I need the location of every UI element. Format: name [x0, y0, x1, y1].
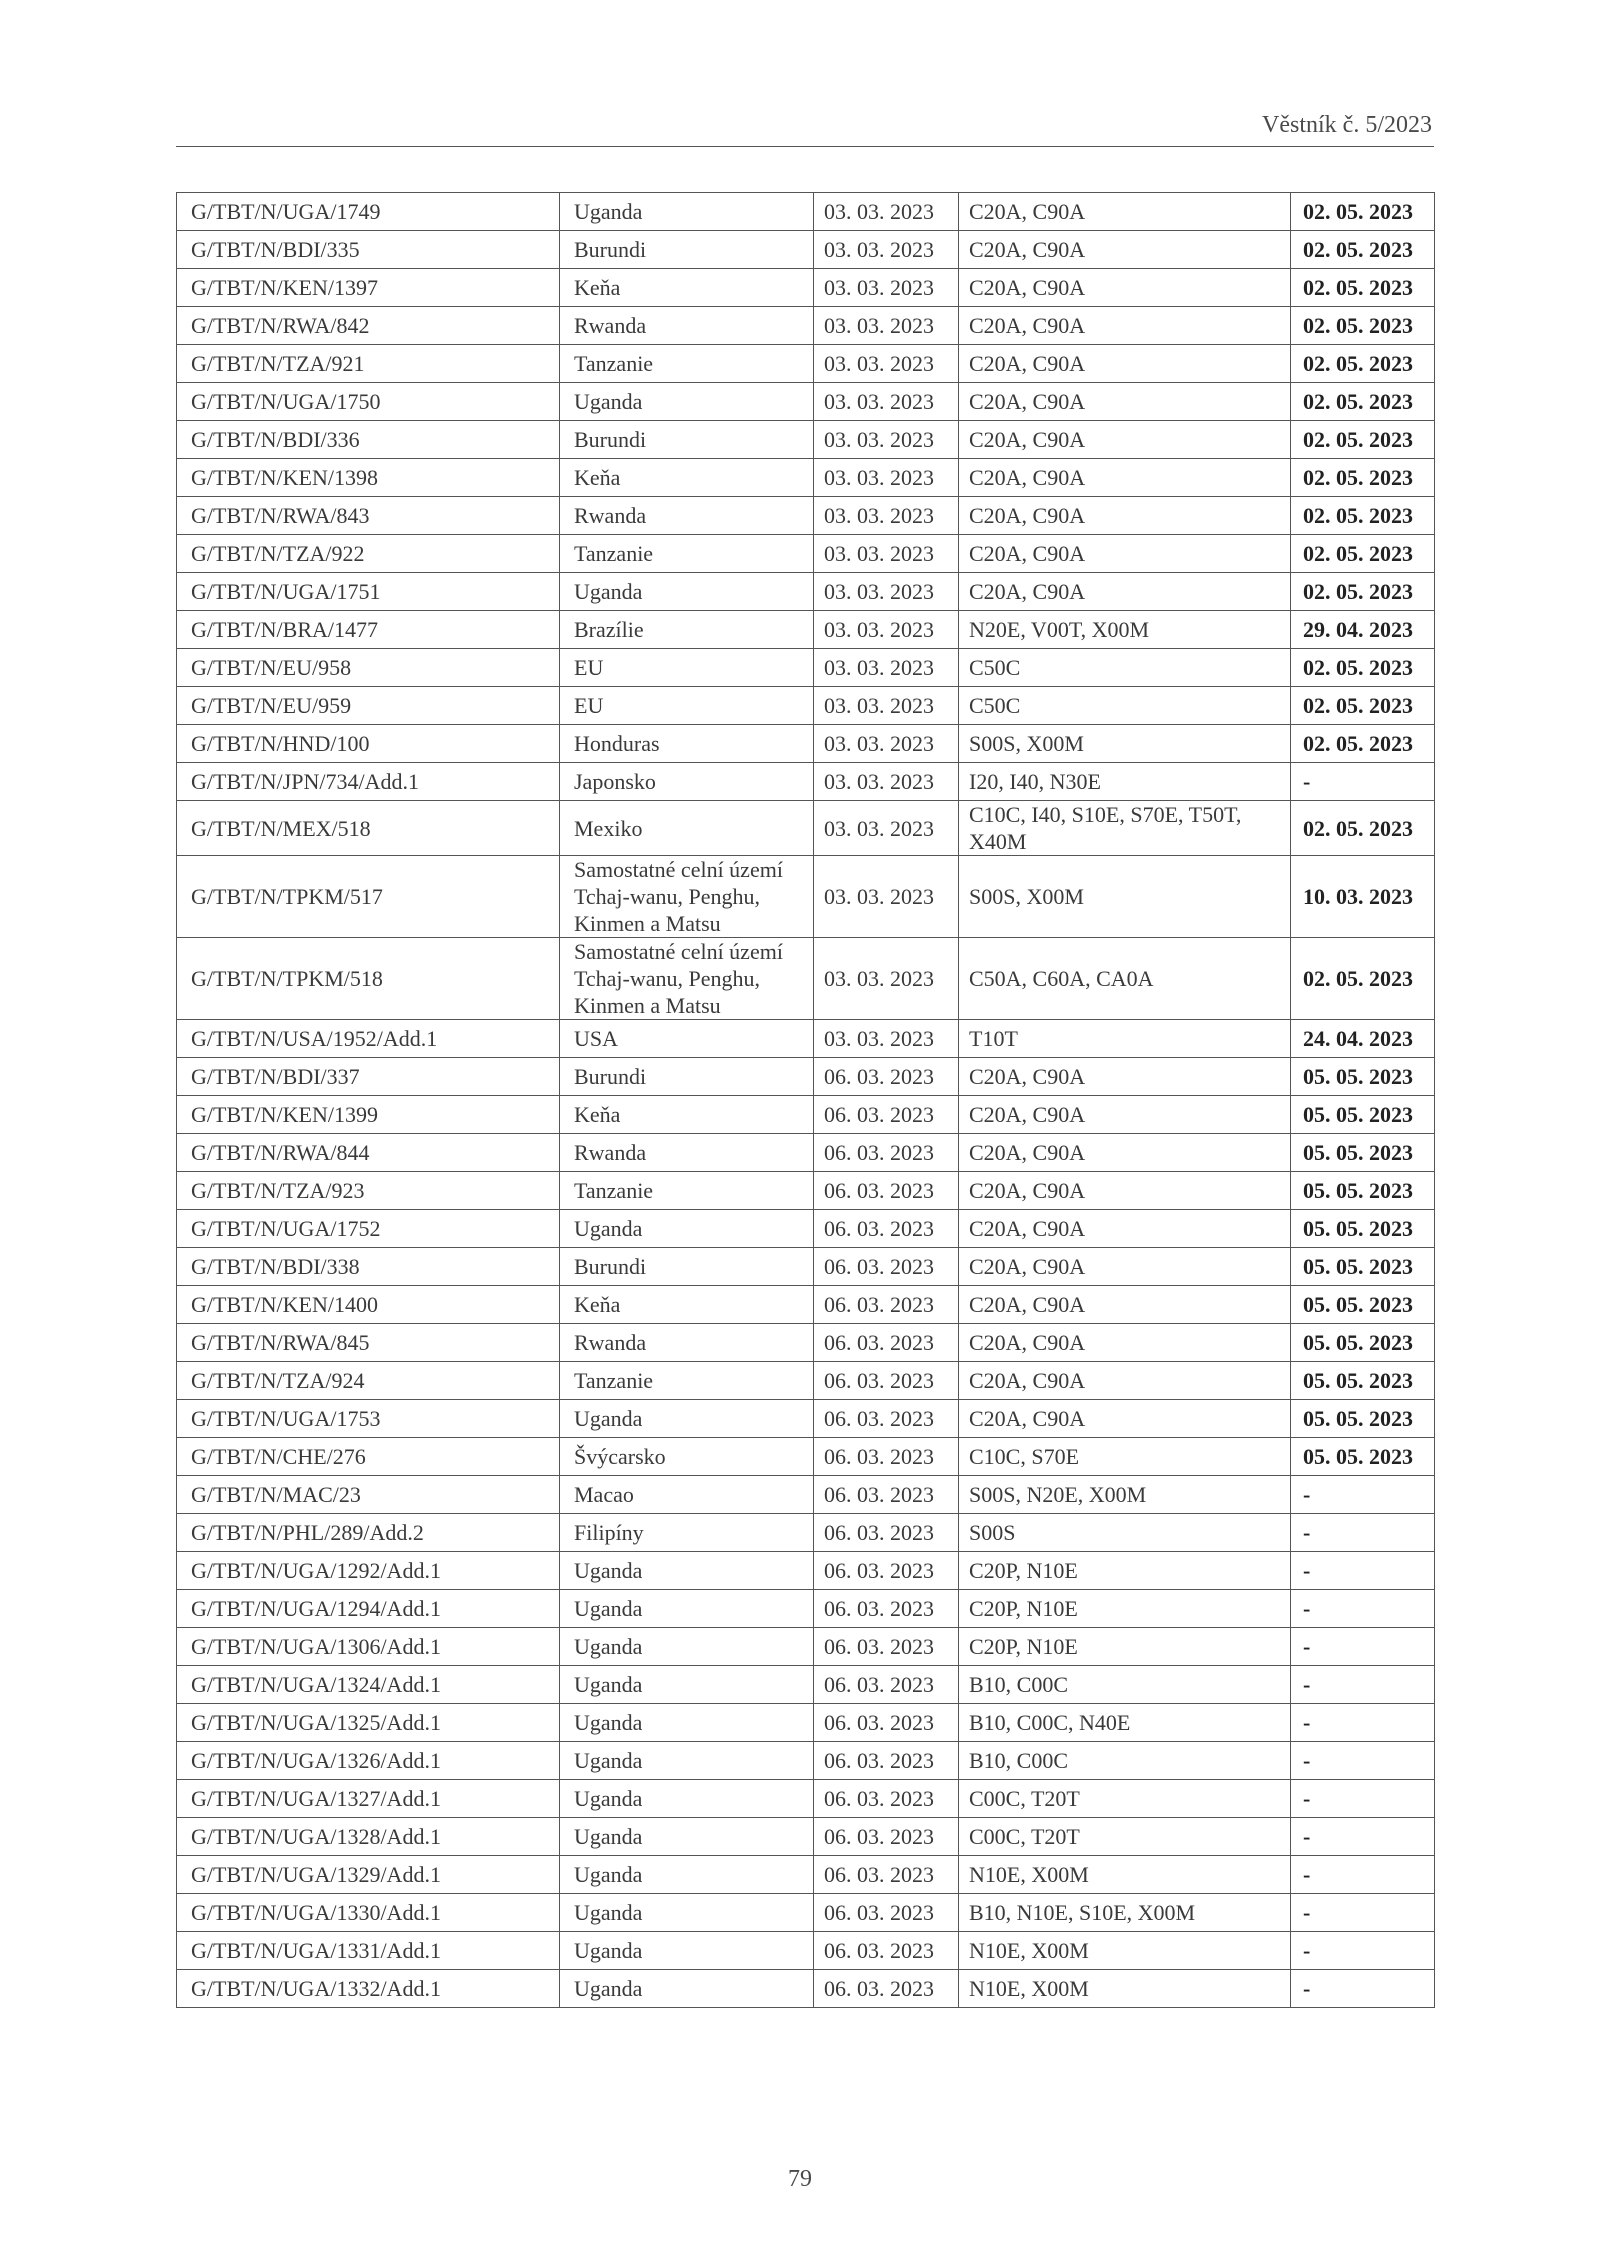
cell-date: 03. 03. 2023 [814, 938, 959, 1020]
table-row [177, 1970, 1435, 2008]
cell-product-codes: C20A, C90A [959, 307, 1291, 345]
table-row [177, 1020, 1435, 1058]
cell-comment-deadline: 05. 05. 2023 [1291, 1438, 1435, 1476]
cell-product-codes: C50C [959, 649, 1291, 687]
cell-member: Samostatné celní území Tchaj-wanu, Penghu, Kinmen a Matsu [560, 856, 814, 938]
cell-comment-deadline: 29. 04. 2023 [1291, 611, 1435, 649]
cell-notification-symbol: G/TBT/N/USA/1952/Add.1 [177, 1020, 560, 1058]
table-row [177, 307, 1435, 345]
cell-notification-symbol: G/TBT/N/BDI/338 [177, 1248, 560, 1286]
cell-product-codes: C20A, C90A [959, 421, 1291, 459]
cell-product-codes: C20A, C90A [959, 345, 1291, 383]
table-row [177, 1932, 1435, 1970]
cell-product-codes: C20A, C90A [959, 269, 1291, 307]
cell-comment-deadline: - [1291, 1476, 1435, 1514]
table-row [177, 611, 1435, 649]
cell-notification-symbol: G/TBT/N/UGA/1324/Add.1 [177, 1666, 560, 1704]
cell-comment-deadline: - [1291, 1628, 1435, 1666]
table-row [177, 231, 1435, 269]
cell-notification-symbol: G/TBT/N/RWA/844 [177, 1134, 560, 1172]
cell-notification-symbol: G/TBT/N/TPKM/517 [177, 856, 560, 938]
cell-date: 06. 03. 2023 [814, 1704, 959, 1742]
cell-comment-deadline: 05. 05. 2023 [1291, 1134, 1435, 1172]
cell-date: 06. 03. 2023 [814, 1514, 959, 1552]
table-row [177, 345, 1435, 383]
cell-notification-symbol: G/TBT/N/MAC/23 [177, 1476, 560, 1514]
cell-member: EU [560, 687, 814, 725]
cell-member: Uganda [560, 383, 814, 421]
table-row [177, 1248, 1435, 1286]
cell-date: 06. 03. 2023 [814, 1628, 959, 1666]
cell-notification-symbol: G/TBT/N/BRA/1477 [177, 611, 560, 649]
cell-member: Filipíny [560, 1514, 814, 1552]
cell-date: 06. 03. 2023 [814, 1210, 959, 1248]
cell-notification-symbol: G/TBT/N/UGA/1752 [177, 1210, 560, 1248]
cell-product-codes: C20A, C90A [959, 459, 1291, 497]
table-row [177, 1476, 1435, 1514]
cell-date: 06. 03. 2023 [814, 1894, 959, 1932]
cell-member: Burundi [560, 1058, 814, 1096]
cell-comment-deadline: - [1291, 1590, 1435, 1628]
cell-comment-deadline: - [1291, 1970, 1435, 2008]
table-row [177, 383, 1435, 421]
cell-date: 03. 03. 2023 [814, 573, 959, 611]
cell-date: 06. 03. 2023 [814, 1666, 959, 1704]
cell-product-codes: S00S, N20E, X00M [959, 1476, 1291, 1514]
cell-member: Burundi [560, 421, 814, 459]
cell-member: Honduras [560, 725, 814, 763]
cell-comment-deadline: 05. 05. 2023 [1291, 1210, 1435, 1248]
cell-product-codes: S00S [959, 1514, 1291, 1552]
cell-date: 06. 03. 2023 [814, 1438, 959, 1476]
cell-comment-deadline: 05. 05. 2023 [1291, 1362, 1435, 1400]
table-row [177, 856, 1435, 938]
cell-product-codes: C10C, I40, S10E, S70E, T50T, X40M [959, 801, 1291, 856]
cell-notification-symbol: G/TBT/N/KEN/1397 [177, 269, 560, 307]
cell-product-codes: B10, C00C [959, 1742, 1291, 1780]
cell-member: Macao [560, 1476, 814, 1514]
table-row [177, 1704, 1435, 1742]
cell-notification-symbol: G/TBT/N/UGA/1292/Add.1 [177, 1552, 560, 1590]
cell-member: Uganda [560, 1628, 814, 1666]
cell-product-codes: S00S, X00M [959, 725, 1291, 763]
cell-product-codes: S00S, X00M [959, 856, 1291, 938]
cell-member: Tanzanie [560, 1172, 814, 1210]
cell-comment-deadline: 02. 05. 2023 [1291, 307, 1435, 345]
cell-product-codes: C20A, C90A [959, 535, 1291, 573]
cell-date: 06. 03. 2023 [814, 1932, 959, 1970]
cell-product-codes: C20P, N10E [959, 1590, 1291, 1628]
cell-notification-symbol: G/TBT/N/JPN/734/Add.1 [177, 763, 560, 801]
cell-comment-deadline: 02. 05. 2023 [1291, 725, 1435, 763]
cell-date: 03. 03. 2023 [814, 421, 959, 459]
cell-date: 03. 03. 2023 [814, 856, 959, 938]
cell-comment-deadline: - [1291, 1742, 1435, 1780]
cell-comment-deadline: - [1291, 1894, 1435, 1932]
cell-date: 06. 03. 2023 [814, 1400, 959, 1438]
cell-member: Uganda [560, 1742, 814, 1780]
cell-date: 03. 03. 2023 [814, 1020, 959, 1058]
table-row [177, 1438, 1435, 1476]
cell-notification-symbol: G/TBT/N/EU/959 [177, 687, 560, 725]
cell-product-codes: C20A, C90A [959, 1248, 1291, 1286]
cell-comment-deadline: 02. 05. 2023 [1291, 231, 1435, 269]
table-row [177, 1818, 1435, 1856]
table-row [177, 1514, 1435, 1552]
cell-comment-deadline: - [1291, 763, 1435, 801]
cell-product-codes: N10E, X00M [959, 1856, 1291, 1894]
cell-product-codes: C20A, C90A [959, 497, 1291, 535]
cell-member: Japonsko [560, 763, 814, 801]
cell-comment-deadline: - [1291, 1932, 1435, 1970]
cell-comment-deadline: 05. 05. 2023 [1291, 1096, 1435, 1134]
table-row [177, 1172, 1435, 1210]
cell-member: Uganda [560, 1970, 814, 2008]
cell-date: 06. 03. 2023 [814, 1856, 959, 1894]
cell-member: Uganda [560, 1666, 814, 1704]
cell-comment-deadline: 05. 05. 2023 [1291, 1400, 1435, 1438]
cell-comment-deadline: 05. 05. 2023 [1291, 1286, 1435, 1324]
cell-notification-symbol: G/TBT/N/BDI/335 [177, 231, 560, 269]
cell-product-codes: C20A, C90A [959, 1210, 1291, 1248]
cell-product-codes: C00C, T20T [959, 1780, 1291, 1818]
cell-notification-symbol: G/TBT/N/UGA/1328/Add.1 [177, 1818, 560, 1856]
cell-notification-symbol: G/TBT/N/CHE/276 [177, 1438, 560, 1476]
cell-comment-deadline: 02. 05. 2023 [1291, 938, 1435, 1020]
cell-product-codes: B10, N10E, S10E, X00M [959, 1894, 1291, 1932]
cell-notification-symbol: G/TBT/N/RWA/842 [177, 307, 560, 345]
cell-comment-deadline: 05. 05. 2023 [1291, 1172, 1435, 1210]
cell-member: Tanzanie [560, 535, 814, 573]
cell-date: 03. 03. 2023 [814, 345, 959, 383]
table-row [177, 1096, 1435, 1134]
cell-member: Uganda [560, 573, 814, 611]
cell-comment-deadline: 02. 05. 2023 [1291, 801, 1435, 856]
cell-member: Uganda [560, 1818, 814, 1856]
cell-product-codes: N10E, X00M [959, 1970, 1291, 2008]
cell-date: 06. 03. 2023 [814, 1134, 959, 1172]
cell-comment-deadline: - [1291, 1514, 1435, 1552]
cell-comment-deadline: - [1291, 1780, 1435, 1818]
cell-date: 06. 03. 2023 [814, 1590, 959, 1628]
cell-member: Rwanda [560, 1134, 814, 1172]
cell-date: 03. 03. 2023 [814, 269, 959, 307]
cell-date: 06. 03. 2023 [814, 1324, 959, 1362]
cell-comment-deadline: - [1291, 1552, 1435, 1590]
table-row [177, 1552, 1435, 1590]
cell-product-codes: C20A, C90A [959, 1058, 1291, 1096]
cell-date: 03. 03. 2023 [814, 459, 959, 497]
cell-member: Rwanda [560, 497, 814, 535]
cell-date: 06. 03. 2023 [814, 1058, 959, 1096]
cell-notification-symbol: G/TBT/N/KEN/1399 [177, 1096, 560, 1134]
cell-member: Uganda [560, 1780, 814, 1818]
cell-member: Uganda [560, 1894, 814, 1932]
cell-member: Uganda [560, 1400, 814, 1438]
cell-date: 06. 03. 2023 [814, 1286, 959, 1324]
cell-member: Mexiko [560, 801, 814, 856]
table-row [177, 1210, 1435, 1248]
table-row [177, 649, 1435, 687]
cell-member: EU [560, 649, 814, 687]
cell-date: 03. 03. 2023 [814, 801, 959, 856]
table-row [177, 1324, 1435, 1362]
cell-product-codes: C20A, C90A [959, 573, 1291, 611]
table-row [177, 1856, 1435, 1894]
cell-date: 03. 03. 2023 [814, 649, 959, 687]
cell-notification-symbol: G/TBT/N/BDI/336 [177, 421, 560, 459]
cell-notification-symbol: G/TBT/N/RWA/843 [177, 497, 560, 535]
cell-member: Uganda [560, 1932, 814, 1970]
cell-notification-symbol: G/TBT/N/UGA/1331/Add.1 [177, 1932, 560, 1970]
cell-date: 03. 03. 2023 [814, 763, 959, 801]
table-row [177, 1666, 1435, 1704]
cell-member: Uganda [560, 1210, 814, 1248]
cell-notification-symbol: G/TBT/N/UGA/1329/Add.1 [177, 1856, 560, 1894]
cell-comment-deadline: 24. 04. 2023 [1291, 1020, 1435, 1058]
cell-comment-deadline: - [1291, 1856, 1435, 1894]
cell-notification-symbol: G/TBT/N/TPKM/518 [177, 938, 560, 1020]
cell-product-codes: C20P, N10E [959, 1552, 1291, 1590]
cell-date: 06. 03. 2023 [814, 1096, 959, 1134]
cell-member: Keňa [560, 1286, 814, 1324]
table-row [177, 725, 1435, 763]
cell-member: Burundi [560, 1248, 814, 1286]
cell-date: 06. 03. 2023 [814, 1818, 959, 1856]
table-row [177, 535, 1435, 573]
table-row [177, 801, 1435, 856]
cell-member: Keňa [560, 269, 814, 307]
cell-product-codes: C10C, S70E [959, 1438, 1291, 1476]
cell-product-codes: C50A, C60A, CA0A [959, 938, 1291, 1020]
cell-notification-symbol: G/TBT/N/UGA/1330/Add.1 [177, 1894, 560, 1932]
table-row [177, 1628, 1435, 1666]
table-row [177, 1742, 1435, 1780]
cell-date: 03. 03. 2023 [814, 725, 959, 763]
cell-date: 06. 03. 2023 [814, 1552, 959, 1590]
cell-product-codes: C20A, C90A [959, 1400, 1291, 1438]
cell-product-codes: C50C [959, 687, 1291, 725]
cell-date: 03. 03. 2023 [814, 193, 959, 231]
cell-product-codes: T10T [959, 1020, 1291, 1058]
cell-comment-deadline: - [1291, 1704, 1435, 1742]
cell-comment-deadline: 02. 05. 2023 [1291, 649, 1435, 687]
cell-notification-symbol: G/TBT/N/UGA/1750 [177, 383, 560, 421]
table-row [177, 1894, 1435, 1932]
cell-product-codes: C20A, C90A [959, 1096, 1291, 1134]
cell-member: Tanzanie [560, 345, 814, 383]
cell-member: Burundi [560, 231, 814, 269]
cell-comment-deadline: 05. 05. 2023 [1291, 1324, 1435, 1362]
cell-date: 03. 03. 2023 [814, 497, 959, 535]
table-row [177, 459, 1435, 497]
cell-comment-deadline: 05. 05. 2023 [1291, 1058, 1435, 1096]
cell-product-codes: C20A, C90A [959, 383, 1291, 421]
cell-comment-deadline: 02. 05. 2023 [1291, 459, 1435, 497]
cell-notification-symbol: G/TBT/N/PHL/289/Add.2 [177, 1514, 560, 1552]
cell-member: Rwanda [560, 307, 814, 345]
table-row [177, 938, 1435, 1020]
cell-notification-symbol: G/TBT/N/UGA/1753 [177, 1400, 560, 1438]
cell-member: Rwanda [560, 1324, 814, 1362]
journal-title: Věstník č. 5/2023 [1262, 112, 1432, 138]
cell-notification-symbol: G/TBT/N/KEN/1398 [177, 459, 560, 497]
cell-member: Uganda [560, 1552, 814, 1590]
cell-notification-symbol: G/TBT/N/EU/958 [177, 649, 560, 687]
cell-notification-symbol: G/TBT/N/RWA/845 [177, 1324, 560, 1362]
cell-comment-deadline: - [1291, 1666, 1435, 1704]
cell-notification-symbol: G/TBT/N/TZA/921 [177, 345, 560, 383]
cell-notification-symbol: G/TBT/N/UGA/1327/Add.1 [177, 1780, 560, 1818]
cell-comment-deadline: 02. 05. 2023 [1291, 421, 1435, 459]
table-row [177, 421, 1435, 459]
cell-product-codes: C00C, T20T [959, 1818, 1291, 1856]
cell-comment-deadline: 02. 05. 2023 [1291, 345, 1435, 383]
cell-product-codes: C20A, C90A [959, 1172, 1291, 1210]
cell-product-codes: C20A, C90A [959, 1324, 1291, 1362]
cell-product-codes: C20P, N10E [959, 1628, 1291, 1666]
cell-date: 03. 03. 2023 [814, 535, 959, 573]
page-number: 79 [788, 2166, 812, 2192]
cell-product-codes: N10E, X00M [959, 1932, 1291, 1970]
cell-member: USA [560, 1020, 814, 1058]
cell-member: Uganda [560, 1856, 814, 1894]
table-row [177, 1058, 1435, 1096]
cell-notification-symbol: G/TBT/N/UGA/1332/Add.1 [177, 1970, 560, 2008]
cell-notification-symbol: G/TBT/N/TZA/924 [177, 1362, 560, 1400]
cell-notification-symbol: G/TBT/N/HND/100 [177, 725, 560, 763]
cell-product-codes: C20A, C90A [959, 1362, 1291, 1400]
table-row [177, 1590, 1435, 1628]
table-row [177, 573, 1435, 611]
cell-member: Švýcarsko [560, 1438, 814, 1476]
cell-date: 03. 03. 2023 [814, 231, 959, 269]
cell-notification-symbol: G/TBT/N/UGA/1325/Add.1 [177, 1704, 560, 1742]
cell-product-codes: I20, I40, N30E [959, 763, 1291, 801]
cell-notification-symbol: G/TBT/N/TZA/923 [177, 1172, 560, 1210]
cell-product-codes: C20A, C90A [959, 193, 1291, 231]
cell-date: 06. 03. 2023 [814, 1970, 959, 2008]
cell-product-codes: C20A, C90A [959, 231, 1291, 269]
page-header [176, 112, 1434, 147]
table-row [177, 1362, 1435, 1400]
table-row [177, 193, 1435, 231]
cell-date: 03. 03. 2023 [814, 611, 959, 649]
cell-member: Uganda [560, 193, 814, 231]
cell-notification-symbol: G/TBT/N/UGA/1306/Add.1 [177, 1628, 560, 1666]
cell-date: 06. 03. 2023 [814, 1742, 959, 1780]
cell-notification-symbol: G/TBT/N/KEN/1400 [177, 1286, 560, 1324]
cell-notification-symbol: G/TBT/N/UGA/1294/Add.1 [177, 1590, 560, 1628]
cell-member: Uganda [560, 1704, 814, 1742]
cell-comment-deadline: 02. 05. 2023 [1291, 535, 1435, 573]
cell-product-codes: C20A, C90A [959, 1286, 1291, 1324]
table-row [177, 269, 1435, 307]
cell-notification-symbol: G/TBT/N/UGA/1749 [177, 193, 560, 231]
cell-comment-deadline: 02. 05. 2023 [1291, 193, 1435, 231]
cell-member: Tanzanie [560, 1362, 814, 1400]
cell-date: 06. 03. 2023 [814, 1362, 959, 1400]
table-row [177, 1286, 1435, 1324]
cell-product-codes: C20A, C90A [959, 1134, 1291, 1172]
cell-notification-symbol: G/TBT/N/UGA/1326/Add.1 [177, 1742, 560, 1780]
notifications-table [176, 192, 1435, 2008]
cell-comment-deadline: 02. 05. 2023 [1291, 269, 1435, 307]
cell-member: Brazílie [560, 611, 814, 649]
cell-date: 03. 03. 2023 [814, 687, 959, 725]
cell-notification-symbol: G/TBT/N/MEX/518 [177, 801, 560, 856]
table-row [177, 763, 1435, 801]
cell-notification-symbol: G/TBT/N/BDI/337 [177, 1058, 560, 1096]
cell-comment-deadline: 02. 05. 2023 [1291, 687, 1435, 725]
cell-date: 06. 03. 2023 [814, 1172, 959, 1210]
cell-date: 03. 03. 2023 [814, 383, 959, 421]
table-row [177, 687, 1435, 725]
cell-member: Keňa [560, 459, 814, 497]
cell-date: 06. 03. 2023 [814, 1476, 959, 1514]
cell-product-codes: N20E, V00T, X00M [959, 611, 1291, 649]
cell-member: Samostatné celní území Tchaj-wanu, Penghu, Kinmen a Matsu [560, 938, 814, 1020]
cell-date: 06. 03. 2023 [814, 1780, 959, 1818]
cell-comment-deadline: - [1291, 1818, 1435, 1856]
cell-comment-deadline: 02. 05. 2023 [1291, 497, 1435, 535]
cell-comment-deadline: 05. 05. 2023 [1291, 1248, 1435, 1286]
cell-notification-symbol: G/TBT/N/UGA/1751 [177, 573, 560, 611]
notifications-table-body [177, 193, 1435, 2008]
table-row [177, 1134, 1435, 1172]
cell-notification-symbol: G/TBT/N/TZA/922 [177, 535, 560, 573]
cell-comment-deadline: 02. 05. 2023 [1291, 383, 1435, 421]
cell-product-codes: B10, C00C, N40E [959, 1704, 1291, 1742]
table-row [177, 497, 1435, 535]
cell-member: Keňa [560, 1096, 814, 1134]
cell-product-codes: B10, C00C [959, 1666, 1291, 1704]
cell-date: 06. 03. 2023 [814, 1248, 959, 1286]
table-row [177, 1400, 1435, 1438]
cell-member: Uganda [560, 1590, 814, 1628]
cell-date: 03. 03. 2023 [814, 307, 959, 345]
table-row [177, 1780, 1435, 1818]
cell-comment-deadline: 02. 05. 2023 [1291, 573, 1435, 611]
cell-comment-deadline: 10. 03. 2023 [1291, 856, 1435, 938]
